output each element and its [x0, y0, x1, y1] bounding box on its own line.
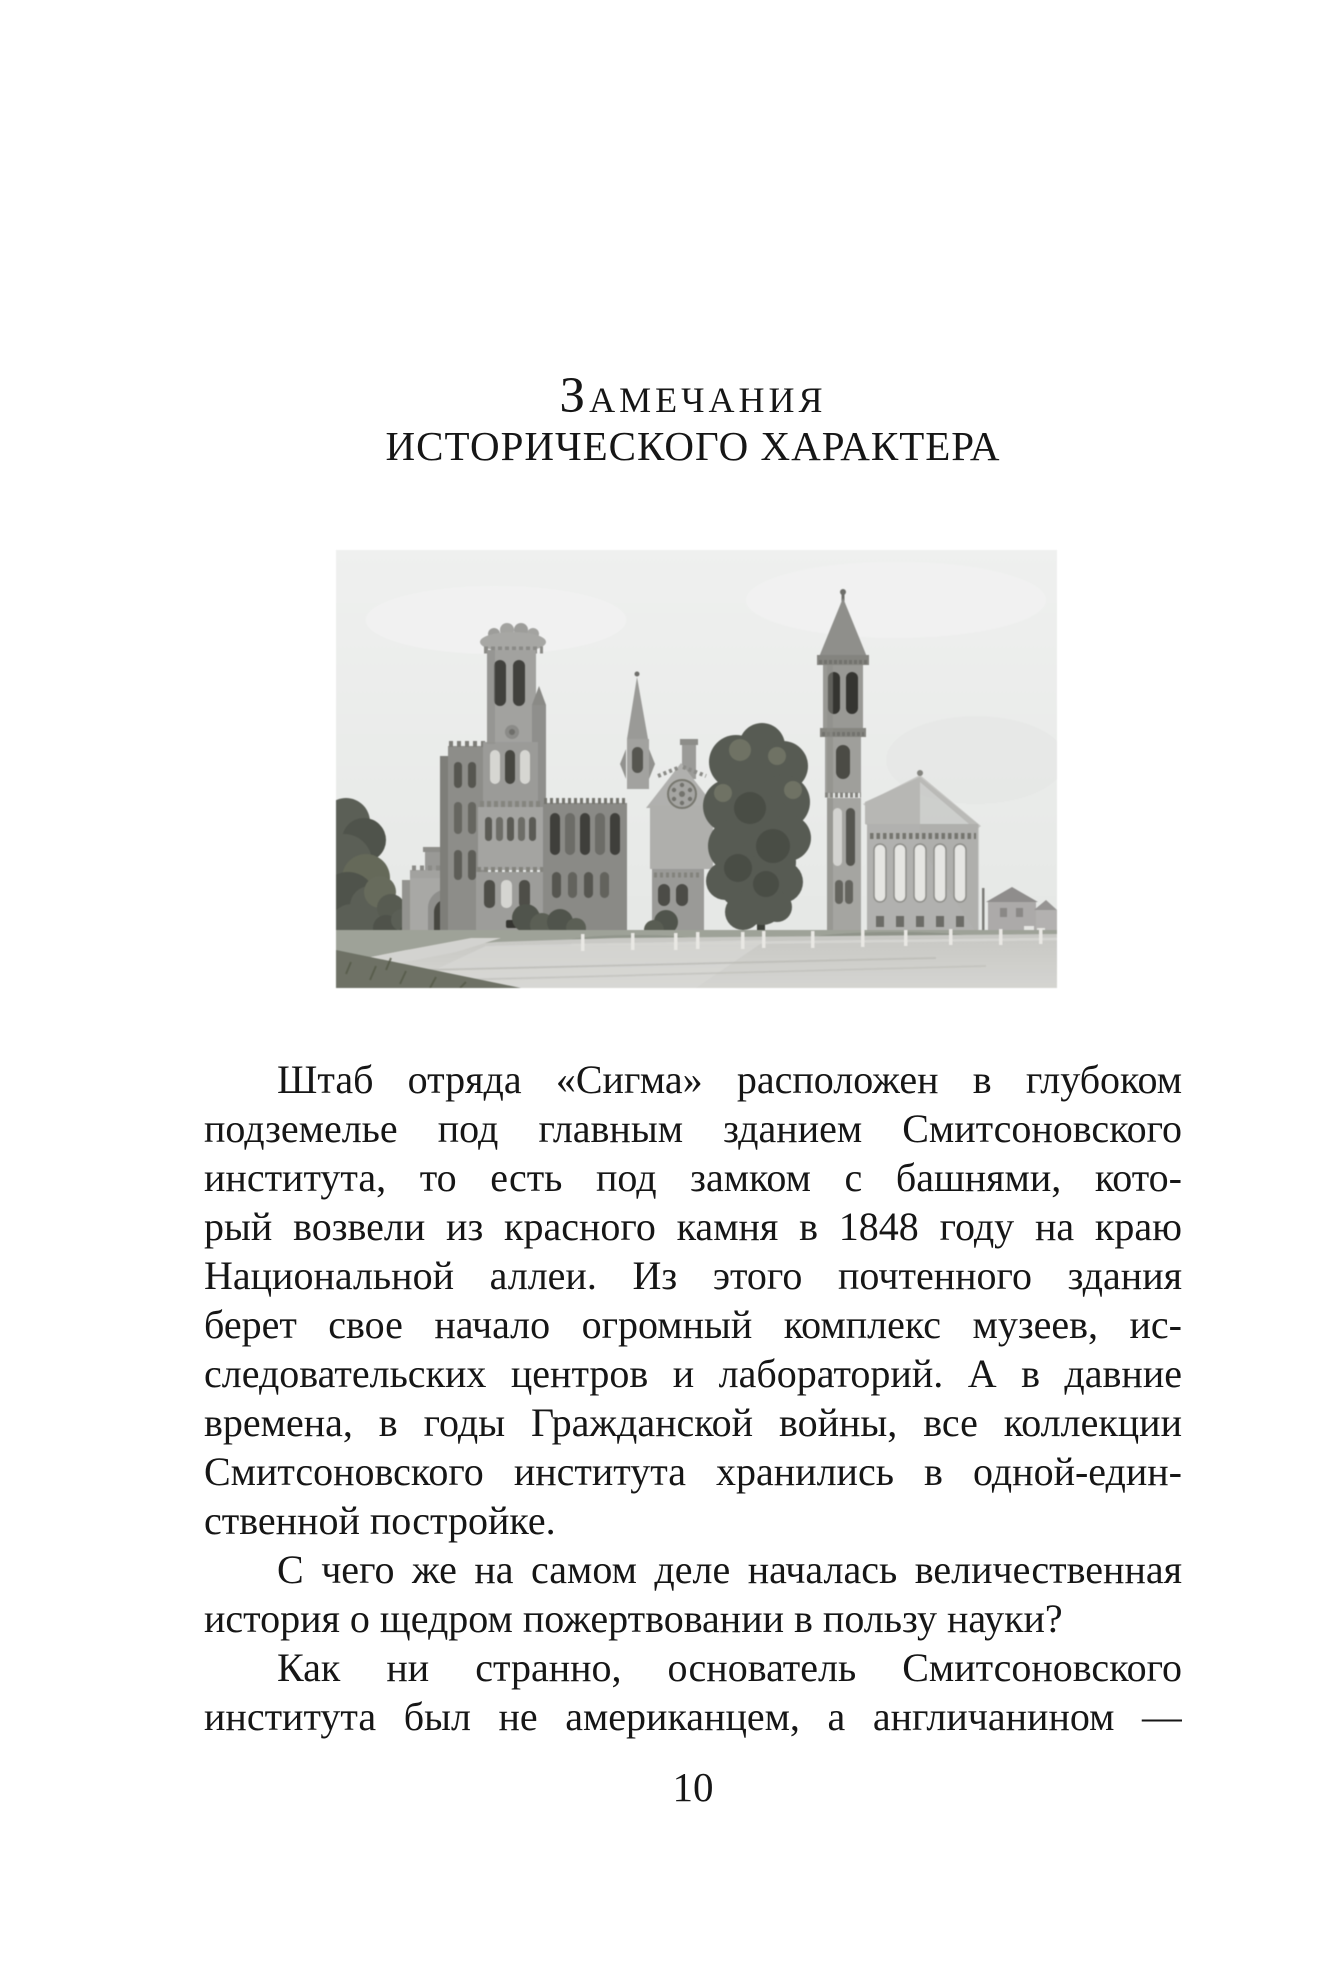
grounds — [336, 928, 1057, 988]
text-line: следовательских центров и лабораторий. А в давние — [204, 1351, 1182, 1396]
chapter-heading-line2: ИСТОРИЧЕСКОГО ХАРАКТЕРА — [385, 423, 1001, 469]
castle-photo-illustration — [336, 550, 1057, 988]
text-line: Национальной аллеи. Из этого почтенного здания — [204, 1253, 1182, 1298]
text-line: берет свое начало огромный комплекс музеев, ис- — [204, 1302, 1182, 1347]
text-line: ственной постройке. — [204, 1498, 556, 1543]
text-line: рый возвели из красного камня в 1848 году на краю — [204, 1204, 1182, 1249]
chapter-heading — [204, 370, 1182, 470]
text-line: подземелье под главным зданием Смитсоновского — [204, 1106, 1182, 1151]
text-line: Как ни странно, основатель Смитсоновского — [277, 1645, 1182, 1690]
text-line: Штаб отряда «Сигма» расположен в глубоком — [277, 1057, 1182, 1102]
text-line: института, то есть под замком с башнями, кото- — [204, 1155, 1182, 1200]
text-line: история о щедром пожертвовании в пользу науки? — [204, 1596, 1063, 1641]
text-line: Смитсоновского института хранились в одной-един- — [204, 1449, 1182, 1494]
castle-photo — [336, 550, 1057, 988]
page-number: 10 — [672, 1764, 714, 1810]
text-line: института был не американцем, а англичанином — — [204, 1694, 1182, 1739]
text-line: времена, в годы Гражданской войны, все коллекции — [204, 1400, 1182, 1445]
text-line: С чего же на самом деле началась величественная — [277, 1547, 1182, 1592]
chapter-heading-line1: Замечания — [559, 368, 827, 424]
body-text — [204, 1055, 1182, 1741]
